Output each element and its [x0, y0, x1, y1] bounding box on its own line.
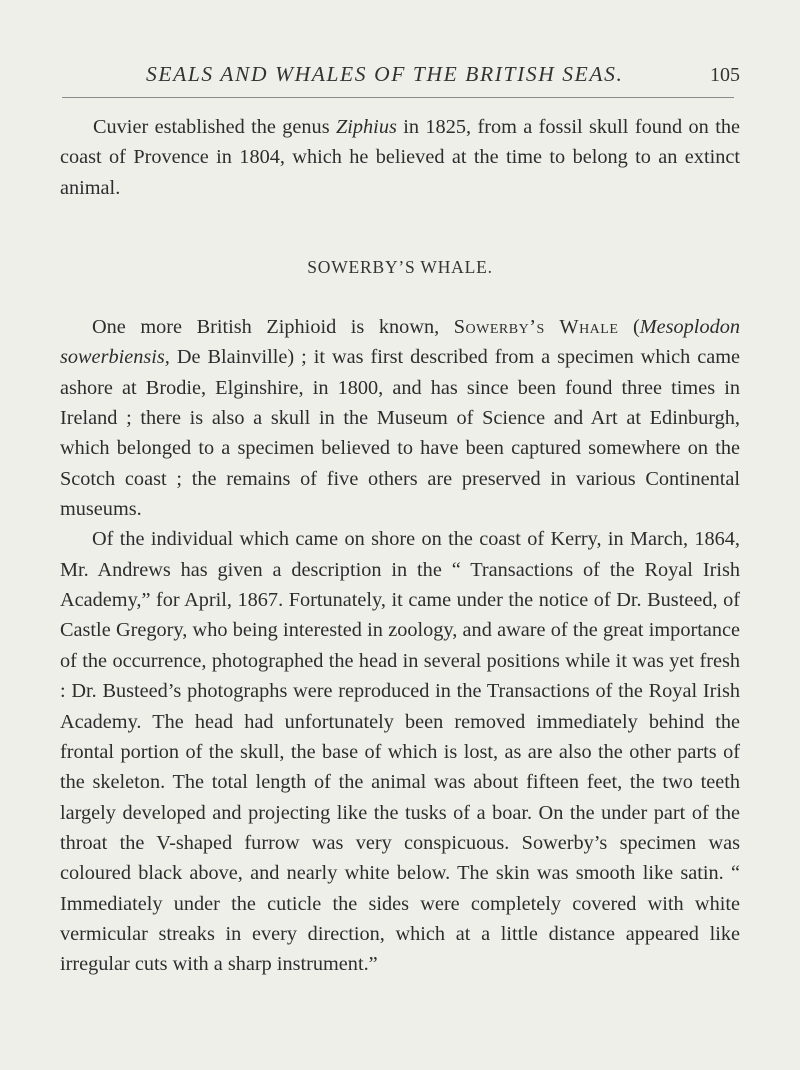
paragraph-text: One more British Ziphioid is known, — [92, 316, 454, 339]
paragraph-text: in 1825, from a fossil skull found on the coast of Provence in 1804, which he believed at the time to belong to an extinct animal. — [60, 116, 740, 199]
body-text — [60, 112, 740, 980]
genus-name: Ziphius — [335, 116, 397, 138]
running-title: SEALS AND WHALES OF THE BRITISH SEAS. — [146, 62, 624, 86]
paragraph-sowerby — [60, 312, 740, 524]
page-number: 105 — [710, 64, 740, 86]
paragraph-text: Cuvier established the genus — [93, 116, 336, 138]
paragraph-text: De Blainville) ; it was first described from a specimen which came ashore at Brodie, Elginshire, in 1800, and has since been found three times in Ireland ; there is also a skull in the Museum of Science and Art at Edinburgh, which belonged to a specimen believed to have been captured somewhere on the Scotch coast ; the remains of five others are preserved in various Continental museums. — [60, 346, 740, 521]
running-head — [60, 62, 740, 94]
paragraph-text: ( — [618, 316, 640, 339]
paragraph-ziphius — [60, 112, 740, 203]
paragraph-kerry: Of the individual which came on shore on the coast of Kerry, in March, 1864, Mr. Andrews has given a description in the “ Transactions of the Royal Irish Academy,” for April, 1867. Fortunately, it came under the notice of Dr. Busteed, of Castle Gregory, who being interested in zoology, and aware of the great importance of the occurrence, photographed the head in several positions while it was yet fresh : Dr. Busteed’s photographs were reproduced in the Transactions of the Royal Irish Academy. The head had unfortunately been removed immediately behind the frontal portion of the skull, the base of which is lost, as are also the other parts of the skeleton. The total length of the animal was about fifteen feet, the two teeth largely developed and projecting like the tusks of a boar. On the under part of the throat the V-shaped furrow was very conspicuous. Sowerby’s specimen was coloured black above, and nearly white below. The skin was smooth like satin. “ Immediately under the cuticle the sides were completely covered with white vermicular streaks in every direction, which at a little distance appeared like irregular cuts with a sharp instrument.” — [60, 528, 740, 976]
species-name: Mesoplodon sowerbiensis, — [60, 316, 741, 369]
header-rule — [62, 97, 734, 98]
common-name: Sowerby’s Whale — [453, 316, 619, 339]
section-heading: SOWERBY’S WHALE. — [307, 257, 493, 278]
